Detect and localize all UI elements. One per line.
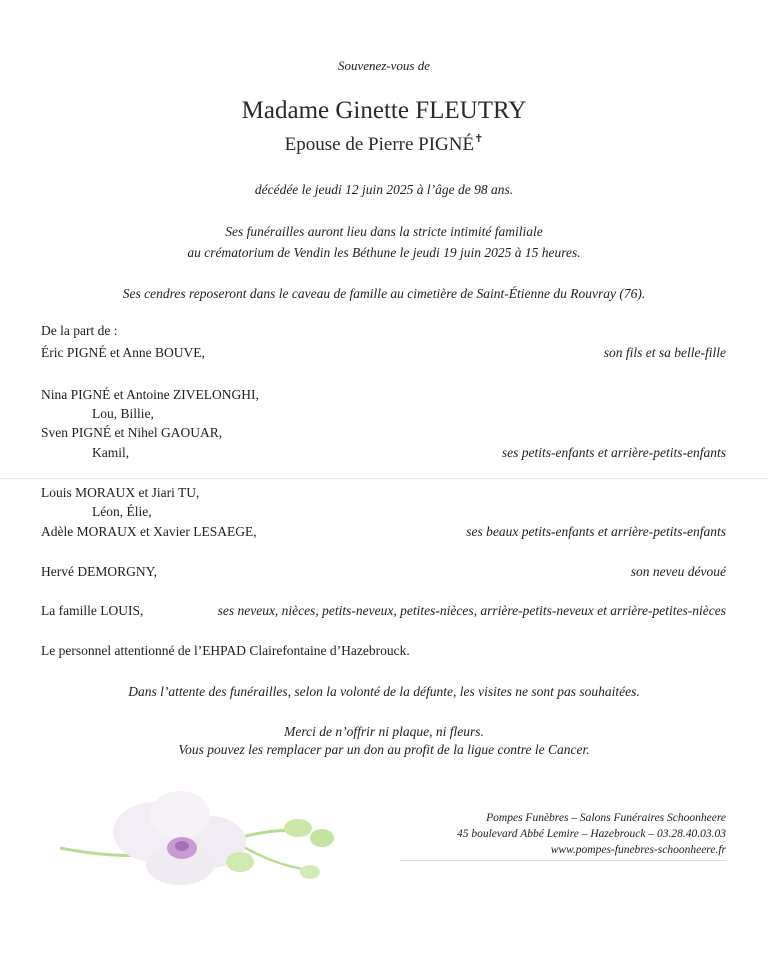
family-name: Le personnel attentionné de l’EHPAD Clairefontaine d’Hazebrouck. [41,643,410,658]
family-row [41,603,726,623]
spouse-line [0,132,768,156]
family-relation: ses beaux petits-enfants et arrière-petits-enfants [466,524,726,539]
family-row [41,345,726,365]
thanks-line-2: Vous pouvez les remplacer par un don au profit de la ligue contre le Cancer. [178,742,590,757]
death-notice: décédée le jeudi 12 juin 2025 à l’âge de 98 ans. [254,182,514,197]
company-website[interactable]: www.pompes-funebres-schoonheere.fr [550,844,726,856]
family-relation: ses neveux, nièces, petits-neveux, petites-nièces, arrière-petits-neveux et arrière-petites-nièces [217,603,726,618]
family-name: Adèle MORAUX et Xavier LESAEGE, [41,524,257,539]
family-row [41,387,726,407]
funeral-line-1: Ses funérailles auront lieu dans la stricte intimité familiale [225,224,543,239]
intro-text: Souvenez-vous de [337,58,431,73]
family-relation: son fils et sa belle-fille [603,345,726,360]
family-name: Éric PIGNÉ et Anne BOUVE, [41,345,205,360]
family-name: Lou, Billie, [92,406,154,421]
visits-notice: Dans l’attente des funérailles, selon la volonté de la défunte, les visites ne sont pas souhaitées. [128,684,640,699]
family-row [41,564,726,584]
family-row [41,504,726,524]
family-row [41,485,726,505]
family-relation: son neveu dévoué [630,564,726,579]
from-label-row [41,323,726,343]
fold-line [0,478,768,479]
family-row [41,643,726,663]
family-row [41,425,726,445]
family-name: Louis MORAUX et Jiari TU, [41,485,200,500]
family-name: Sven PIGNÉ et Nihel GAOUAR, [41,425,223,440]
thanks-line-1: Merci de n’offrir ni plaque, ni fleurs. [284,724,484,739]
family-name: Kamil, [92,445,130,460]
family-row [41,445,726,465]
spouse-text: Epouse de Pierre PIGNÉ [284,134,475,155]
family-relation: ses petits-enfants et arrière-petits-enfants [501,445,726,460]
family-name: Nina PIGNÉ et Antoine ZIVELONGHI, [41,387,259,402]
from-label: De la part de : [41,323,118,338]
family-name: Léon, Élie, [92,504,152,519]
funeral-home-info [457,810,726,858]
cross-icon: ✝ [474,133,484,145]
footer-divider [400,860,726,861]
family-row [41,406,726,426]
deceased-name: Madame Ginette FLEUTRY [241,97,527,124]
family-row [41,524,726,544]
funeral-line-2: au crématorium de Vendin les Béthune le jeudi 19 juin 2025 à 15 heures. [187,245,581,260]
family-name: La famille LOUIS, [41,603,144,618]
family-name: Hervé DEMORGNY, [41,564,157,579]
orchid-flower-icon [60,770,380,890]
company-address: 45 boulevard Abbé Lemire – Hazebrouck – 03.28.40.03.03 [456,828,726,840]
company-name: Pompes Funèbres – Salons Funéraires Schoonheere [486,812,726,824]
ashes-line: Ses cendres reposeront dans le caveau de famille au cimetière de Saint-Étienne du Rouvray (76). [122,286,646,301]
